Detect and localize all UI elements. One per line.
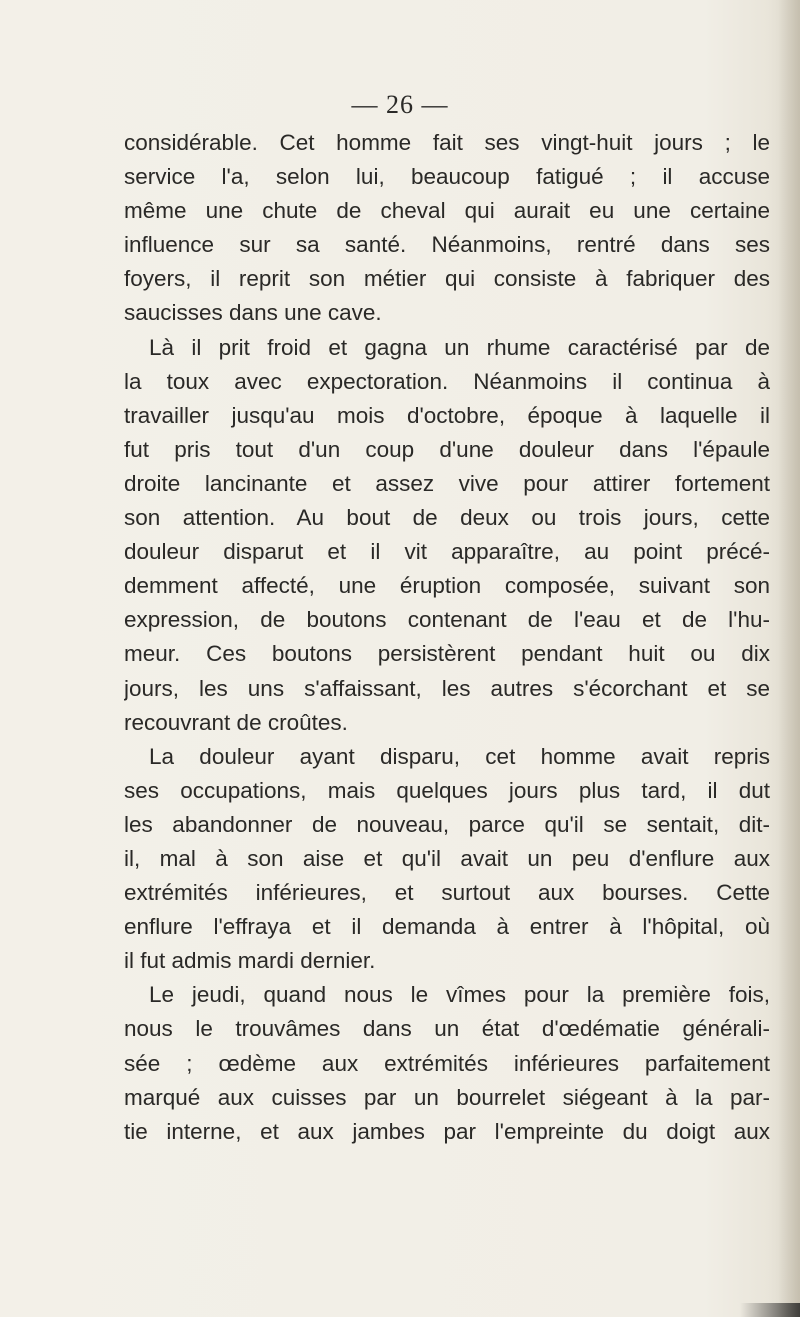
page-corner-shadow [740, 1303, 800, 1317]
text-line: demment affecté, une éruption composée, suivant son [124, 573, 770, 599]
text-line: travailler jusqu'au mois d'octobre, époque à laquelle il [124, 402, 770, 428]
text-line: la toux avec expectoration. Néanmoins il continua à [124, 368, 770, 394]
text-line: jours, les uns s'affaissant, les autres s'écorchant et se [124, 675, 770, 701]
text-line: même une chute de cheval qui aurait eu une certaine [124, 198, 770, 224]
text-line: ses occupations, mais quelques jours plus tard, il dut [124, 777, 770, 803]
text-line: influence sur sa santé. Néanmoins, rentré dans ses [124, 232, 770, 258]
text-line: Le jeudi, quand nous le vîmes pour la première fois, [149, 982, 770, 1008]
text-line: saucisses dans une cave. [124, 300, 382, 326]
text-line: service l'a, selon lui, beaucoup fatigué ; il accuse [124, 164, 770, 190]
text-line: nous le trouvâmes dans un état d'œdématie générali- [124, 1016, 770, 1042]
text-line: meur. Ces boutons persistèrent pendant huit ou dix [124, 641, 770, 667]
text-line: droite lancinante et assez vive pour attirer fortement [124, 470, 770, 496]
body-text [124, 126, 770, 1149]
text-line: les abandonner de nouveau, parce qu'il se sentait, dit- [124, 811, 770, 837]
text-line: Là il prit froid et gagna un rhume caractérisé par de [149, 334, 770, 360]
text-line: sée ; œdème aux extrémités inférieures parfaitement [124, 1050, 770, 1076]
text-line: recouvrant de croûtes. [124, 709, 348, 735]
page-number: — 26 — [351, 90, 449, 119]
text-line: foyers, il reprit son métier qui consiste à fabriquer des [124, 266, 770, 292]
text-line: La douleur ayant disparu, cet homme avait repris [149, 743, 770, 769]
text-line: il, mal à son aise et qu'il avait un peu d'enflure aux [124, 845, 770, 871]
text-line: enflure l'effraya et il demanda à entrer à l'hôpital, où [124, 914, 770, 940]
text-line: son attention. Au bout de deux ou trois jours, cette [124, 505, 770, 531]
text-line: il fut admis mardi dernier. [124, 948, 376, 974]
text-line: extrémités inférieures, et surtout aux bourses. Cette [124, 880, 770, 906]
text-line: douleur disparut et il vit apparaître, au point précé- [124, 539, 770, 565]
text-line: considérable. Cet homme fait ses vingt-huit jours ; le [124, 130, 770, 155]
text-line: tie interne, et aux jambes par l'empreinte du doigt aux [124, 1118, 770, 1144]
text-line: marqué aux cuisses par un bourrelet siégeant à la par- [124, 1084, 770, 1110]
page-edge-shadow [778, 0, 800, 1317]
text-line: expression, de boutons contenant de l'eau et de l'hu- [124, 607, 770, 633]
text-line: fut pris tout d'un coup d'une douleur dans l'épaule [124, 436, 770, 462]
